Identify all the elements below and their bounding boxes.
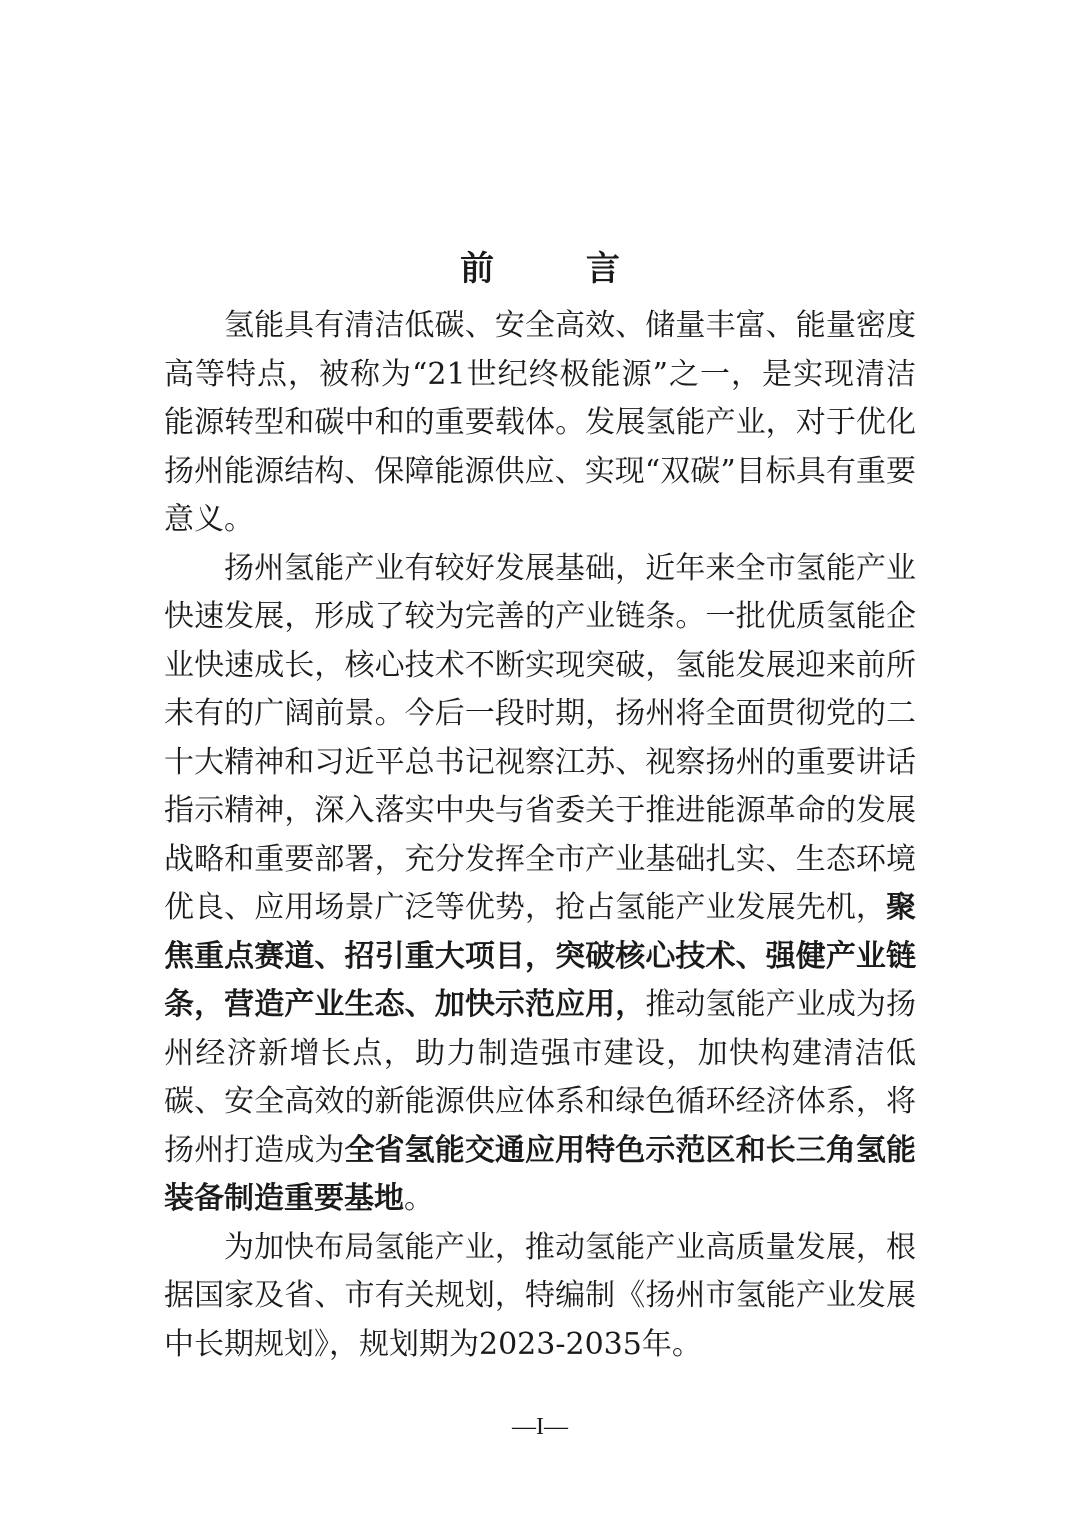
page-title: 前 言 [460, 248, 660, 289]
paragraph-intro [164, 302, 916, 545]
paragraph-plan [164, 1224, 916, 1370]
paragraph-text: 扬州氢能产业有较好发展基础，近年来全市氢能产业快速发展，形成了较为完善的产业链条。一批优质氢能企业快速成长，核心技术不断实现突破，氢能发展迎来前所未有的广阔前景。今后一段时期，扬州将全面贯彻党的二十大精神和习近平总书记视察江苏、视察扬州的重要讲话指示精神，深入落实中央与省委关于推进能源革命的发展战略和重要部署，充分发挥全市产业基础扎实、生态环境优良、应用场景广泛等优势，抢占氢能产业发展先机， [164, 550, 916, 925]
page-number: —I— [512, 1414, 568, 1440]
paragraph-text: 为加快布局氢能产业，推动氢能产业高质量发展，根据国家及省、市有关规划，特编制《扬州市氢能产业发展中长期规划》，规划期为2023-2035年。 [164, 1229, 916, 1362]
paragraph-foundation [164, 545, 916, 1224]
paragraph-text: 推动氢能产业成为扬州经济新增长点，助力制造强市建设，加快构建清洁低碳、安全高效的新能源供应体系和绿色循环经济体系，将扬州打造成为 [164, 987, 917, 1168]
paragraph-text: 。 [404, 1181, 434, 1216]
body-text [164, 302, 916, 1369]
emphasis-text: 聚焦重点赛道、招引重大项目，突破核心技术、强健产业链条，营造产业生态、加快示范应用， [164, 890, 916, 1022]
emphasis-text: 全省氢能交通应用特色示范区和长三角氢能装备制造重要基地 [164, 1132, 916, 1216]
paragraph-text: 氢能具有清洁低碳、安全高效、储量丰富、能量密度高等特点，被称为“21世纪终极能源”之一，是实现清洁能源转型和碳中和的重要载体。发展氢能产业，对于优化扬州能源结构、保障能源供应、实现“双碳”目标具有重要意义。 [164, 308, 916, 537]
